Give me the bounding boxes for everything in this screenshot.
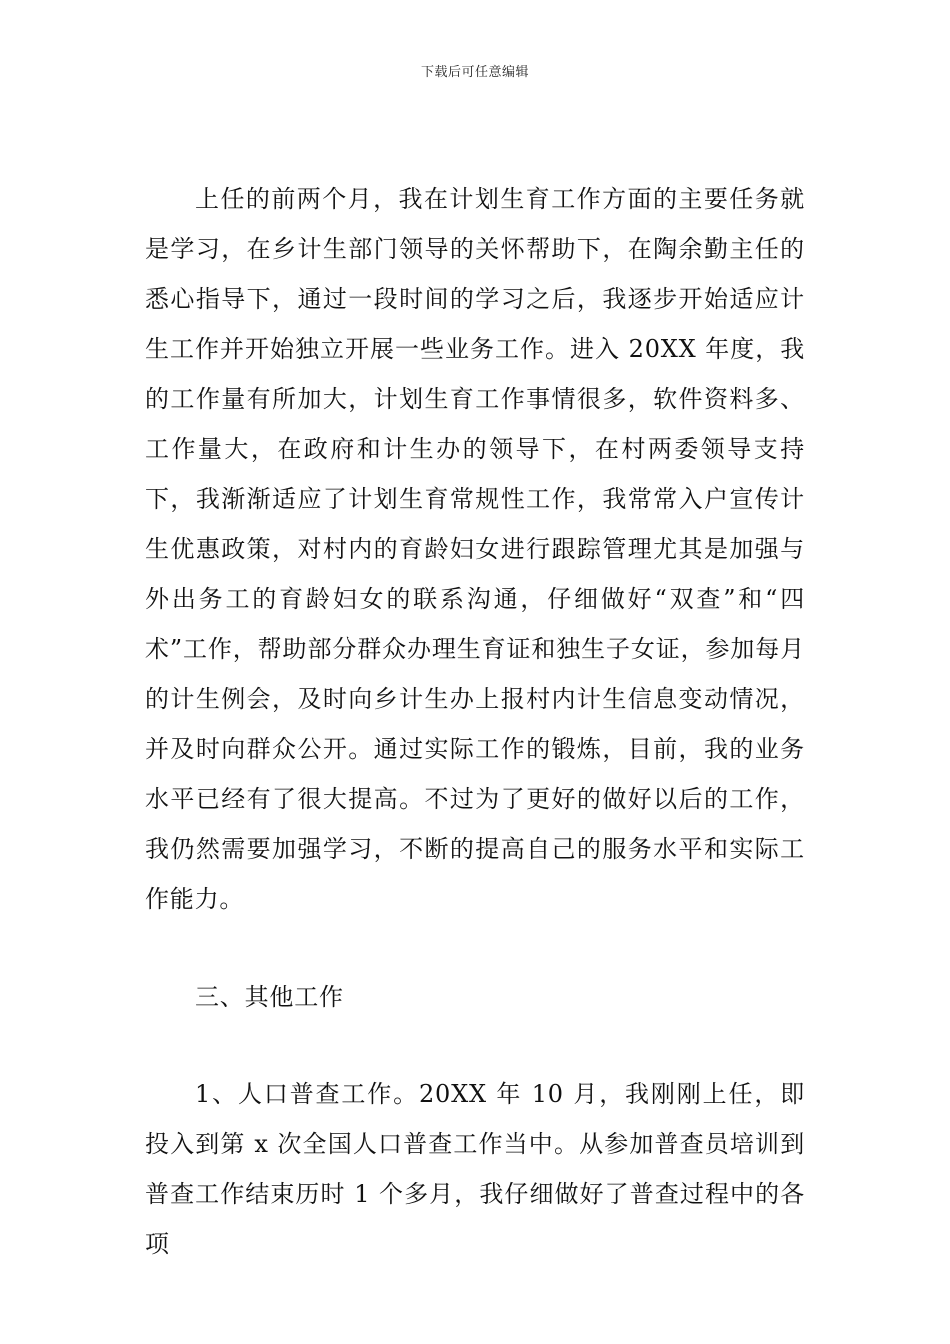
section-heading: 三、其他工作 xyxy=(195,983,344,1011)
body-paragraph-2: 1、人口普查工作。20XX 年 10 月，我刚刚上任，即投入到第 x 次全国人口普查工作当中。从参加普查员培训到普查工作结束历时 1 个多月，我仔细做好了普查过程中的各项 xyxy=(145,1080,805,1258)
header-note: 下载后可任意编辑 xyxy=(420,65,529,80)
body-paragraph-1: 上任的前两个月，我在计划生育工作方面的主要任务就是学习，在乡计生部门领导的关怀帮助下，在陶余勤主任的悉心指导下，通过一段时间的学习之后，我逐步开始适应计生工作并开始独立开展一些业务工作。进入 20XX 年度，我的工作量有所加大，计划生育工作事情很多，软件资料多、工作量大，在政府和计生办的领导下，在村两委领导支持下，我渐渐适应了计划生育常规性工作，我常常入户宣传计生优惠政策，对村内的育龄妇女进行跟踪管理尤其是加强与外出务工的育龄妇女的联系沟通，仔细做好“双查”和“四术”工作，帮助部分群众办理生育证和独生子女证，参加每月的计生例会，及时向乡计生办上报村内计生信息变动情况，并及时向群众公开。通过实际工作的锻炼，目前，我的业务水平已经有了很大提高。不过为了更好的做好以后的工作，我仍然需要加强学习，不断的提高自己的服务水平和实际工作能力。 xyxy=(145,185,805,913)
